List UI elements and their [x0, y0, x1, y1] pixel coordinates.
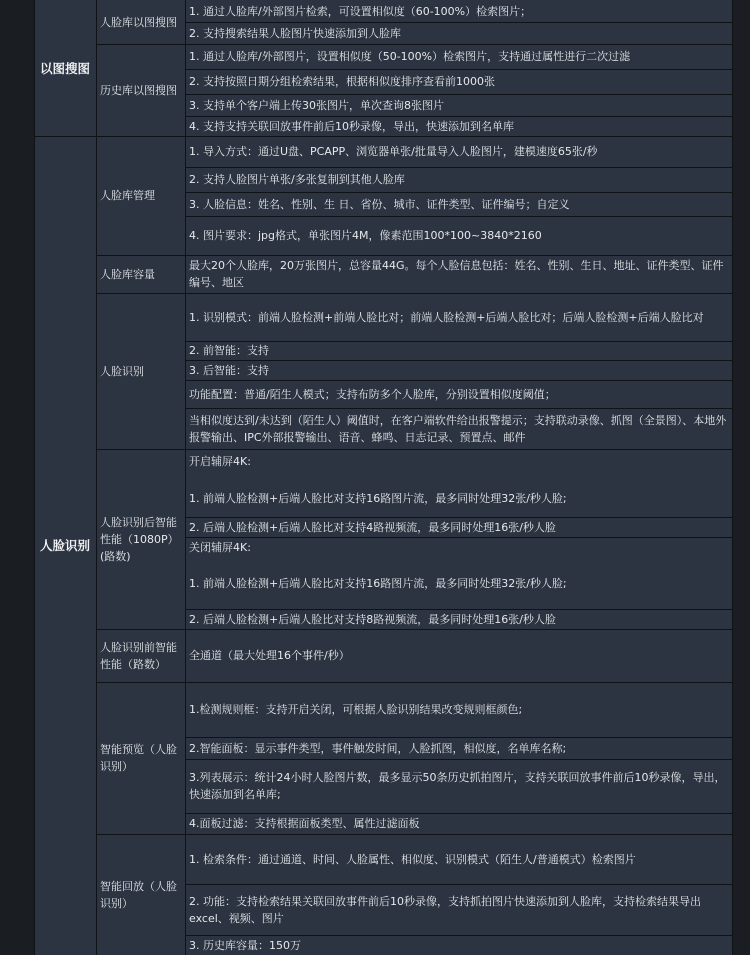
grid-line	[96, 255, 733, 256]
subcategory-cell	[96, 629, 185, 682]
spec-item	[185, 884, 733, 935]
grid-line	[185, 737, 733, 738]
grid-line	[34, 0, 35, 955]
grid-line	[185, 216, 733, 217]
spec-item-text: 1. 前端人脸检测+后端人脸比对支持16路图片流，最多同时处理32张/秒人脸;	[189, 577, 567, 590]
spec-item-text: 2.智能面板：显示事件类型，事件触发时间，人脸抓图，相似度，名单库名称;	[189, 741, 567, 755]
grid-line	[96, 682, 733, 683]
spec-item-text: 2. 支持人脸图片单张/多张复制到其他人脸库	[189, 173, 405, 186]
spec-item	[185, 609, 733, 629]
spec-table	[34, 0, 733, 955]
spec-item-text: 当相似度达到/未达到（陌生人）阈值时，在客户端软件给出报警提示；支持联动录像、抓图（全景图）、本地外报警输出、IPC外部报警输出、语音、蜂鸣、日志记录、预置点、邮件	[189, 413, 727, 444]
spec-item	[185, 449, 733, 479]
grid-line	[185, 22, 733, 23]
spec-item	[185, 834, 733, 884]
grid-line	[96, 449, 733, 450]
grid-line	[185, 116, 733, 117]
spec-item	[185, 192, 733, 216]
spec-item-text: 2. 后端人脸检测+后端人脸比对支持4路视频流，最多同时处理16张/秒人脸	[189, 520, 556, 534]
grid-line	[34, 136, 733, 137]
subcategory-cell	[96, 682, 185, 834]
spec-item	[185, 94, 733, 116]
spec-item-text: 1. 导入方式：通过U盘、PCAPP、浏览器单张/批量导入人脸图片，建模速度65张/秒	[189, 145, 598, 158]
spec-item-text: 3. 后智能：支持	[189, 363, 269, 377]
spec-item-text: 1. 通过人脸库/外部图片检索，可设置相似度（60-100%）检索图片；	[189, 4, 532, 18]
spec-item	[185, 216, 733, 255]
spec-item	[185, 517, 733, 537]
grid-line	[185, 69, 733, 70]
grid-line	[185, 517, 733, 518]
spec-item-text: 2. 后端人脸检测+后端人脸比对支持8路视频流，最多同时处理16张/秒人脸	[189, 612, 556, 626]
spec-item-text: 3. 人脸信息：姓名、性别、生 日、省份、城市、证件类型、证件编号；自定义	[189, 197, 570, 211]
grid-line	[185, 0, 186, 955]
spec-item	[185, 44, 733, 69]
subcategory-cell	[96, 255, 185, 293]
spec-item-text: 2. 功能：支持检索结果关联回放事件前后10秒录像，支持抓拍图片快速添加到人脸库，支持检索结果导出excel、视频、图片	[189, 894, 701, 925]
grid-line	[96, 834, 733, 835]
spec-item-text: 1. 识别模式：前端人脸检测+前端人脸比对；前端人脸检测+后端人脸比对；后端人脸检测+后端人脸比对	[189, 310, 704, 324]
spec-item	[185, 22, 733, 44]
grid-line	[185, 192, 733, 193]
spec-item-text: 功能配置：普通/陌生人模式；支持布防多个人脸库，分别设置相似度阈值；	[189, 387, 556, 401]
grid-line	[732, 0, 733, 955]
grid-line	[185, 94, 733, 95]
spec-item	[185, 935, 733, 955]
subcategory-label: 人脸库以图搜图	[100, 15, 177, 29]
subcategory-cell	[96, 834, 185, 955]
spec-item-text: 4. 图片要求：jpg格式，单张图片4M，像素范围100*100~3840*2160	[189, 229, 542, 242]
spec-item-text: 1.检测规则框：支持开启关闭，可根据人脸识别结果改变规则框颜色;	[189, 703, 523, 716]
spec-item	[185, 136, 733, 167]
spec-item	[185, 759, 733, 813]
spec-item	[185, 737, 733, 759]
spec-item-text: 关闭辅屏4K:	[189, 541, 251, 554]
subcategory-label: 智能预览（人脸识别）	[100, 743, 177, 773]
spec-item	[185, 629, 733, 682]
spec-item	[185, 167, 733, 192]
spec-item-text: 4. 支持支持关联回放事件前后10秒录像，导出，快速添加到名单库	[189, 119, 514, 133]
subcategory-label: 人脸库管理	[100, 189, 155, 202]
spec-item	[185, 408, 733, 449]
grid-line	[185, 935, 733, 936]
subcategory-label: 人脸库容量	[100, 267, 155, 281]
category-cell-image-search	[34, 0, 96, 136]
spec-item-text: 1. 前端人脸检测+后端人脸比对支持16路图片流，最多同时处理32张/秒人脸;	[189, 491, 567, 505]
subcategory-cell	[96, 44, 185, 136]
grid-line	[185, 884, 733, 885]
subcategory-cell	[96, 0, 185, 44]
subcategory-label: 历史库以图搜图	[100, 83, 177, 97]
spec-item-text: 3.列表展示：统计24小时人脸图片数，最多显示50条历史抓拍图片，支持关联回放事件前后10秒录像，导出，快速添加到名单库;	[189, 771, 726, 801]
grid-line	[185, 813, 733, 814]
spec-item	[185, 341, 733, 360]
spec-item	[185, 813, 733, 834]
subcategory-cell	[96, 293, 185, 449]
grid-line	[96, 293, 733, 294]
spec-item-text: 4.面板过滤：支持根据面板类型、属性过滤面板	[189, 817, 420, 830]
spec-item	[185, 69, 733, 94]
grid-line	[185, 341, 733, 342]
spec-item-text: 2. 支持搜索结果人脸图片快速添加到人脸库	[189, 26, 401, 40]
spec-item	[185, 293, 733, 341]
subcategory-cell	[96, 449, 185, 629]
spec-item	[185, 380, 733, 408]
grid-line	[96, 0, 97, 955]
grid-line	[185, 360, 733, 361]
spec-item	[185, 479, 733, 517]
spec-item-text: 最大20个人脸库，20万张图片，总容量44G。每个人脸信息包括：姓名、性别、生日、地址、证件类型、证件编号、地区	[189, 259, 724, 289]
subcategory-label: 人脸识别	[100, 364, 144, 378]
spec-item	[185, 682, 733, 737]
spec-item-text: 2. 支持按照日期分组检索结果，根据相似度排序查看前1000张	[189, 75, 495, 88]
category-label: 以图搜图	[39, 60, 90, 76]
subcategory-label: 人脸识别前智能性能（路数）	[100, 640, 177, 671]
grid-line	[185, 380, 733, 381]
spec-item-text: 全通道（最大处理16个事件/秒）	[189, 649, 350, 662]
grid-line	[96, 629, 733, 630]
subcategory-label: 人脸识别后智能性能（1080P）(路数)	[100, 515, 179, 563]
spec-item-text: 2. 前智能：支持	[189, 344, 269, 357]
spec-item	[185, 255, 733, 293]
spec-item-text: 开启辅屏4K:	[189, 455, 251, 468]
spec-item-text: 3. 支持单个客户端上传30张图片，单次查询8张图片	[189, 98, 444, 112]
spec-item	[185, 0, 733, 22]
subcategory-label: 智能回放（人脸识别）	[100, 879, 177, 910]
spec-item-text: 1. 检索条件：通过通道、时间、人脸属性、相似度、识别模式（陌生人/普通模式）检索图片	[189, 852, 636, 866]
category-label: 人脸识别	[39, 538, 90, 553]
grid-line	[96, 44, 733, 45]
spec-item	[185, 360, 733, 380]
grid-line	[185, 408, 733, 409]
subcategory-cell	[96, 136, 185, 255]
grid-line	[185, 609, 733, 610]
spec-item	[185, 116, 733, 136]
spec-item	[185, 558, 733, 609]
spec-item	[185, 537, 733, 558]
spec-item-text: 3. 历史库容量：150万	[189, 938, 301, 952]
grid-line	[185, 167, 733, 168]
grid-line	[185, 759, 733, 760]
category-cell-face-recognition	[34, 136, 96, 955]
spec-item-text: 1. 通过人脸库/外部图片，设置相似度（50-100%）检索图片，支持通过属性进行二次过滤	[189, 50, 631, 63]
right-margin	[733, 0, 750, 955]
grid-line	[185, 537, 733, 538]
left-margin	[0, 0, 34, 955]
